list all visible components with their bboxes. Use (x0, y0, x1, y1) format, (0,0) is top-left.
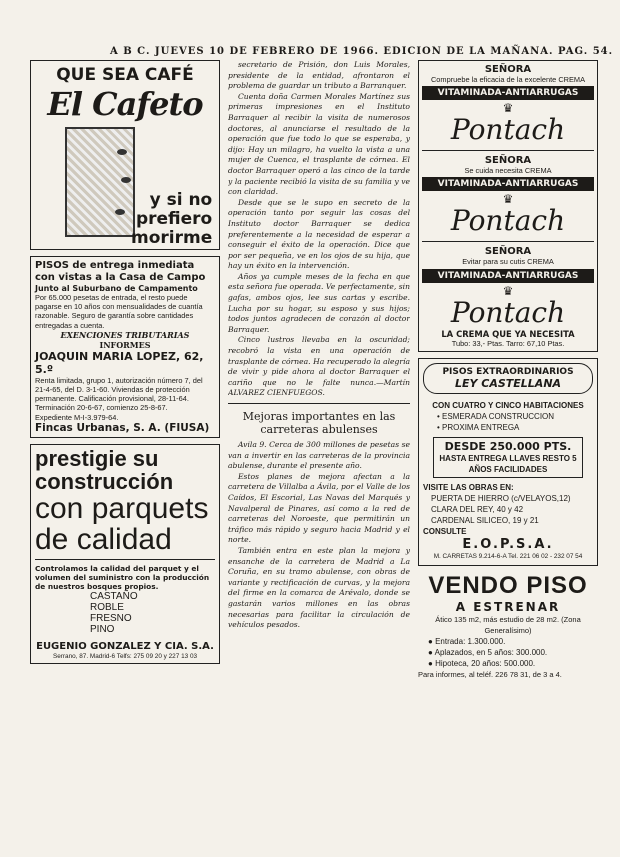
pontach-band: VITAMINADA-ANTIARRUGAS (422, 177, 594, 191)
article-paragraph: secretario de Prisión, don Luis Morales, presidente de la entidad, afrontaron el problema de guardar un tributo a Barranquer. (228, 60, 410, 91)
article-paragraph: Cinco lustros llevaba en la oscuridad; recobró la vista en una operación de trasplante de córnea. Ha recuperado la alegría de vivir y pide ahora al doctor Barraquer el cariño que no le falte nunca.—Martín ALVAREZ CIENFUEGOS. (228, 335, 410, 398)
vendo-subtitle: A ESTRENAR (455, 600, 561, 615)
cafe-tagline-line: morirme (131, 228, 213, 248)
pontach-senora: SEÑORA (484, 155, 532, 167)
cafe-brand: El Cafeto (47, 85, 203, 123)
pisos-informes: INFORMES (99, 339, 151, 350)
vendo-item-text: Aplazados, en 5 años: 300.000. (434, 648, 548, 658)
parquet-line1: prestigie su (35, 445, 159, 471)
article-paragraph: Cuenta doña Carmen Morales Martínez sus primeras impresiones en el Instituto Barraquer al recibir la visita de numerosos doctores, al anunciarse el resultado de la operación que fue todo lo que se esperaba, y dijo: Hay un milagro, ha vuelto la vista a una mujer de Cuenca, el trasplante de córnea. El doctor Barraquer operó a las cinco de la tarde y la paciente recibió la visita de su familia y ve con claridad. (228, 91, 410, 197)
extra-pisos-company: E.O.P.S.A. (462, 536, 554, 552)
parquet-contact: Serrano, 87. Madrid-6 Telfs: 275 09 20 y 227 13 03 (52, 652, 198, 660)
extra-pisos-site: PUERTA DE HIERRO (c/VELAYOS,12) (431, 493, 571, 503)
extra-pisos-site: CARDENAL SILICEO, 19 y 21 (431, 515, 539, 525)
divider (35, 559, 215, 560)
article-paragraph: Desde que se le supo en secreto de la operación tanto por seguir las cosas del Instituto doctor Barraquer se dedica preferentemente a la necesidad de esperar a conseguir el éxito de la operación. Dice que por ser pequeña, ve en los ojos de su hija, que hay un éxito en la intervención. (228, 197, 410, 271)
divider (228, 403, 410, 404)
vendo-item: ● Aplazados, en 5 años: 300.000. (428, 648, 548, 658)
vendo-item-text: Entrada: 1.300.000. (435, 637, 506, 647)
divider (422, 150, 594, 151)
pisos-terms: Por 65.000 pesetas de entrada, el resto puede pagarse en 10 años con mensualidades de cuantía razonable. Seguro de garantía sobre cantidades entregadas a cuenta. (35, 293, 203, 330)
left-column (30, 60, 220, 850)
pontach-band: VITAMINADA-ANTIARRUGAS (422, 86, 594, 100)
parquet-ad (30, 444, 220, 664)
pontach-ad (418, 60, 598, 352)
pisos-details: Renta limitada, grupo 1, autorización número 7, del 21-4-65, del D. 3-1-60. Viviendas de protección permanente. Calificación provisional, 28-11-64. Terminación 20-6-67, comienzo 25-8-67. (35, 375, 203, 413)
crown-icon: ♛ (502, 101, 514, 116)
pontach-brand: Pontach (450, 295, 566, 329)
vendo-item: ● Entrada: 1.300.000. (428, 637, 506, 647)
parquet-body: Controlamos la calidad del parquet y el volumen del suministro con la producción de nuestros bosques propios. (35, 563, 210, 591)
extra-pisos-consult: CONSULTE (423, 526, 467, 536)
pontach-senora: SEÑORA (484, 246, 532, 258)
pontach-brand: Pontach (450, 204, 566, 238)
pontach-line2: Se cuida necesita CREMA (464, 166, 552, 176)
cafe-tagline-line: y si no (149, 190, 213, 210)
parquet-company: EUGENIO GONZALEZ Y CIA. S.A. (36, 640, 214, 652)
article-paragraph: Avila 9. Cerca de 300 millones de pesetas se van a invertir en las carreteras de la provincia abulense, durante el presente año. (228, 440, 410, 471)
pisos-ad (30, 256, 220, 438)
extra-pisos-visit: VISITE LAS OBRAS EN: (423, 482, 514, 492)
feature-text: ESMERADA CONSTRUCCION (442, 411, 555, 421)
coffee-package-icon (65, 127, 135, 237)
article-carreteras (228, 410, 410, 631)
parquet-woods (35, 591, 215, 635)
crown-icon: ♛ (502, 192, 514, 207)
divider (422, 241, 594, 242)
pisos-title: PISOS de entrega inmediata con vistas a la Casa de Campo (35, 260, 206, 283)
wood-item: CASTAÑO (90, 590, 138, 602)
article-paragraph: Estos planes de mejora afectan a la carretera de Villalba a Ávila, por el Valle de los Caídos, El Escorial, Las Navas del Marqués y Navalperal de Pinares, así como a la red de carreteras del Noroeste, que permitirán un tráfico más rápido y seguro hacia Madrid y el norte. (228, 471, 410, 545)
pontach-senora: SEÑORA (484, 64, 532, 75)
vendo-contact: Para informes, al teléf. 226 78 31, de 3 a 4. (418, 670, 562, 680)
wood-item: ROBLE (90, 601, 124, 613)
article-paragraph: Años ya cumple meses de la fecha en que esta señora fue operada. Ve perfectamente, sin gafas, ambos ojos, lee sus cartas y escribe. Lucha por su hogar, su esposo y sus hijos; todos juntos agradecen de corazón al doctor Barraquer. (228, 271, 410, 334)
extra-pisos-payment: HASTA ENTREGA LLAVES RESTO 5 AÑOS FACILIDADES (439, 453, 577, 474)
extra-pisos-site: CLARA DEL REY, 40 y 42 (431, 504, 524, 514)
cafe-headline: QUE SEA CAFÉ (56, 65, 194, 85)
extra-pisos-feature: • ESMERADA CONSTRUCCION (437, 411, 555, 421)
pisos-location: Junto al Suburbano de Campamento (35, 284, 198, 293)
right-column (418, 60, 598, 850)
extra-pisos-price: DESDE 250.000 PTS. (444, 439, 572, 453)
vendo-ad (418, 572, 598, 680)
wood-item: PINO (90, 623, 115, 635)
extra-pisos-banner (423, 363, 593, 394)
pisos-address: JOAQUIN MARIA LOPEZ, 62, 5.º (35, 349, 204, 376)
cafe-tagline-line: prefiero (135, 209, 213, 229)
extra-pisos-contact: M. CARRETAS 9.214-6-A Tel. 221 06 02 - 232 07 54 (433, 552, 583, 560)
parquet-line3: con parquets (35, 491, 209, 525)
parquet-line2: construcción (35, 468, 174, 494)
pontach-line1: Compruebe la eficacia de la excelente CREMA (430, 75, 586, 84)
middle-column (228, 60, 410, 850)
vendo-desc: Ático 135 m2, más estudio de 28 m2. (Zona Generalísimo) (435, 615, 581, 636)
extra-pisos-subtitle: LEY CASTELLANA (454, 376, 562, 390)
pisos-exemptions: EXENCIONES TRIBUTARIAS (60, 329, 190, 340)
vendo-title: VENDO PISO (428, 572, 588, 600)
extra-pisos-rooms: CON CUATRO Y CINCO HABITACIONES (432, 400, 584, 410)
pontach-line3: Evitar para su cutis CREMA (462, 257, 554, 267)
vendo-item-text: Hipoteca, 20 años: 500.000. (435, 659, 536, 669)
vendo-item: ● Hipoteca, 20 años: 500.000. (428, 659, 536, 669)
article-barraquer (228, 60, 410, 399)
article-paragraph: También entra en este plan la mejora y ensanche de la carretera de Madrid a La Coruña, en su tramo abulense, con obras de variante y rectificación de curvas, y la mejora del firme en la comarca de Arévalo, donde se gastarán varios millones en las obras necesarias para facilitar la circulación de vehículos pesados. (228, 545, 410, 630)
pontach-prices: Tubo: 33,- Ptas. Tarro: 67,10 Ptas. (451, 338, 565, 348)
pontach-band: VITAMINADA-ANTIARRUGAS (422, 269, 594, 283)
extra-pisos-title: PISOS EXTRAORDINARIOS (442, 366, 574, 377)
cafe-ad (30, 60, 220, 250)
page-header: A B C. JUEVES 10 DE FEBRERO DE 1966. EDICION DE LA MAÑANA. PAG. 54. (110, 46, 614, 57)
wood-item: FRESNO (90, 612, 132, 624)
pisos-expediente: Expediente M-I-3.979-64. (35, 412, 119, 422)
pontach-slogan: LA CREMA QUE YA NECESITA (441, 328, 575, 339)
article-headline: Mejoras importantes en las carreteras abulenses (242, 410, 396, 436)
pisos-company: Fincas Urbanas, S. A. (FIUSA) (35, 421, 210, 434)
crown-icon: ♛ (502, 283, 514, 298)
parquet-line4: de calidad (35, 522, 172, 556)
pontach-brand: Pontach (450, 113, 566, 147)
extra-pisos-ad (418, 358, 598, 566)
feature-text: PROXIMA ENTREGA (442, 422, 520, 432)
cafe-tagline (131, 191, 212, 248)
extra-pisos-feature: • PROXIMA ENTREGA (437, 422, 520, 432)
extra-pisos-price-box (433, 437, 583, 478)
